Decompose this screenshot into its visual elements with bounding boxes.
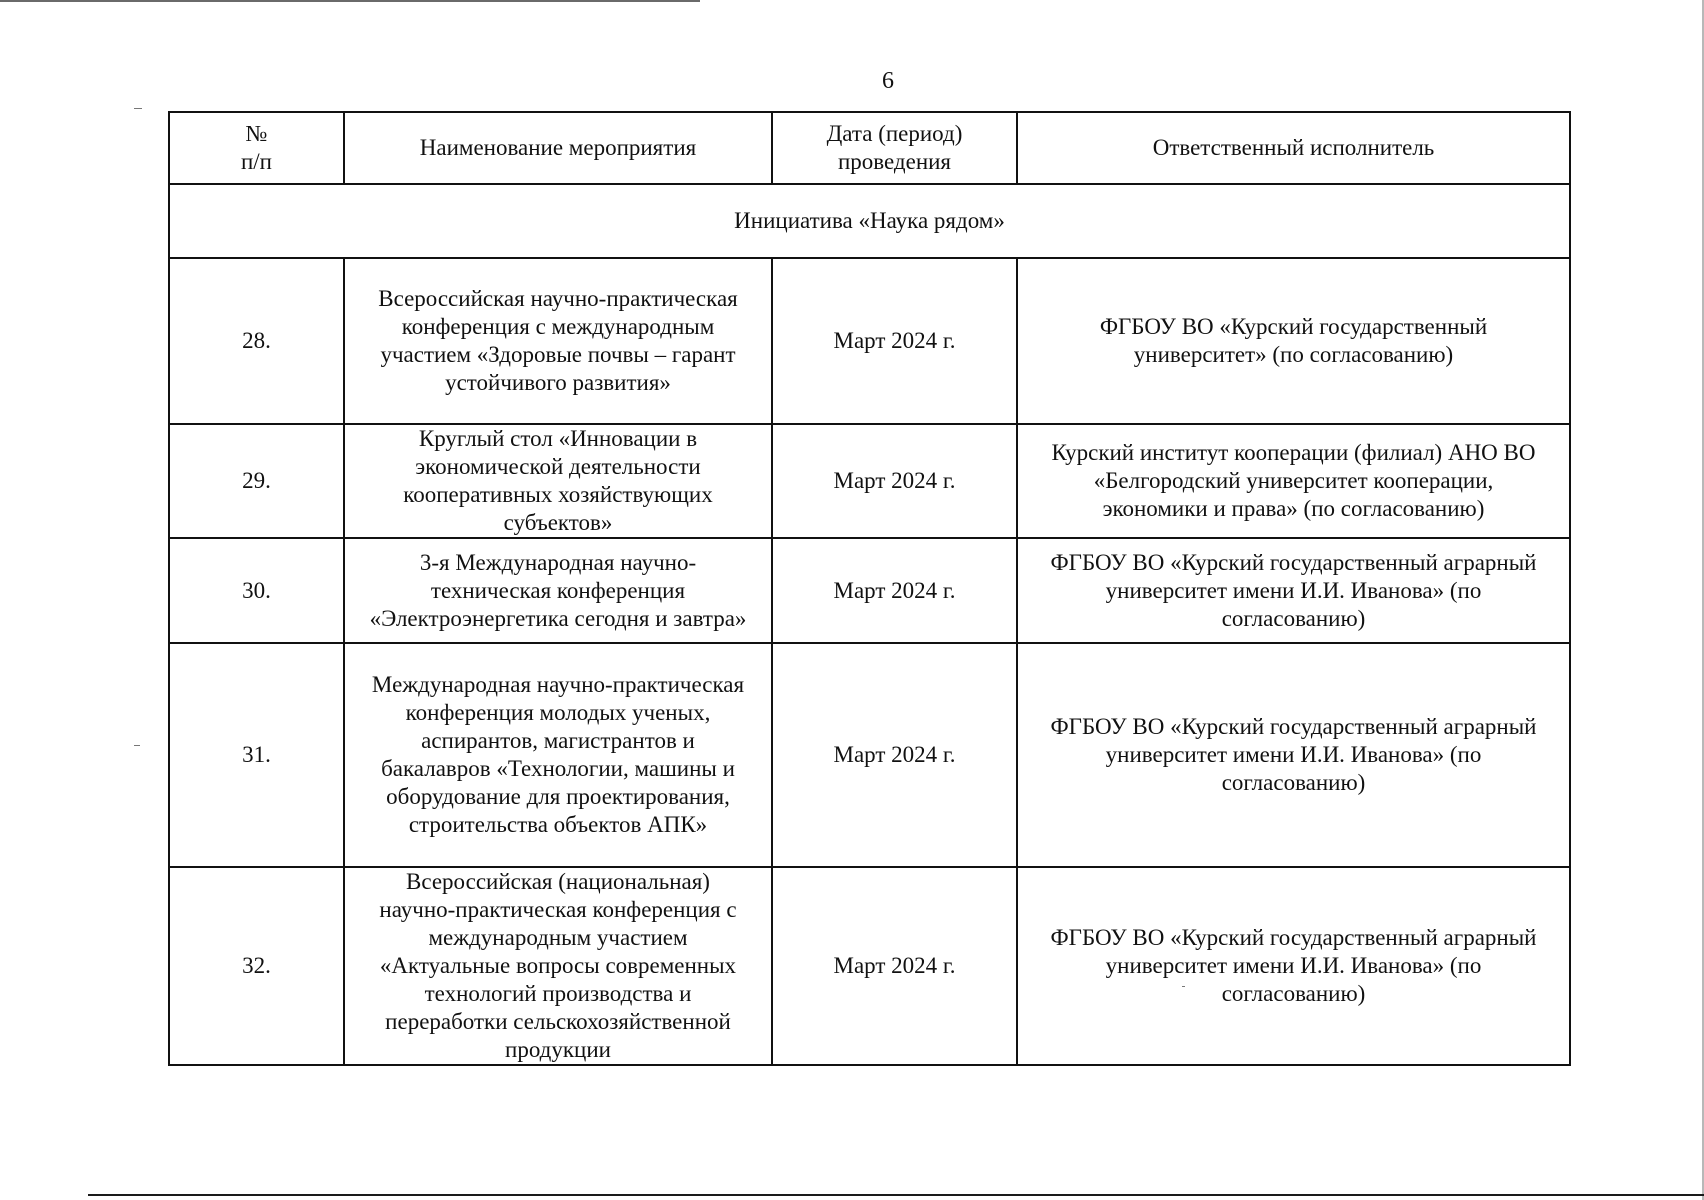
cell-responsible: ФГБОУ ВО «Курский государственный аграрный университет имени И.И. Иванова» (по согласованию) xyxy=(1017,867,1570,1065)
table-row xyxy=(169,538,1570,643)
table-row xyxy=(169,258,1570,424)
header-responsible: Ответственный исполнитель xyxy=(1017,112,1570,184)
cell-responsible: ФГБОУ ВО «Курский государственный университет» (по согласованию) xyxy=(1017,258,1570,424)
table-row xyxy=(169,643,1570,867)
cell-date: Март 2024 г. xyxy=(772,538,1017,643)
cell-responsible: ФГБОУ ВО «Курский государственный аграрный университет имени И.И. Иванова» (по согласованию) xyxy=(1017,643,1570,867)
section-title: Инициатива «Наука рядом» xyxy=(169,184,1570,258)
cell-responsible: Курский институт кооперации (филиал) АНО ВО «Белгородский университет кооперации, экономики и права» (по согласованию) xyxy=(1017,424,1570,538)
scan-speck xyxy=(134,108,142,109)
cell-event-name: Всероссийская научно-практическая конференция с международным участием «Здоровые почвы – гарант устойчивого развития» xyxy=(344,258,772,424)
header-name: Наименование мероприятия xyxy=(344,112,772,184)
scan-edge-bottom xyxy=(88,1194,1704,1196)
scan-speck xyxy=(134,745,140,746)
cell-date: Март 2024 г. xyxy=(772,643,1017,867)
table-header-row xyxy=(169,112,1570,184)
section-row xyxy=(169,184,1570,258)
table-row xyxy=(169,424,1570,538)
cell-num: 32. xyxy=(169,867,344,1065)
cell-responsible: ФГБОУ ВО «Курский государственный аграрный университет имени И.И. Иванова» (по согласованию) xyxy=(1017,538,1570,643)
page-number: 6 xyxy=(882,68,894,94)
cell-event-name: 3-я Международная научно- техническая конференция «Электроэнергетика сегодня и завтра» xyxy=(344,538,772,643)
cell-num: 30. xyxy=(169,538,344,643)
header-date: Дата (период) проведения xyxy=(772,112,1017,184)
cell-date: Март 2024 г. xyxy=(772,867,1017,1065)
events-table xyxy=(168,111,1571,1066)
scan-edge-top xyxy=(0,0,700,2)
cell-date: Март 2024 г. xyxy=(772,424,1017,538)
table-row xyxy=(169,867,1570,1065)
cell-event-name: Всероссийская (национальная) научно-практическая конференция с международным участием «Актуальные вопросы современных технологий производства и переработки сельскохозяйственной продукции xyxy=(344,867,772,1065)
cell-num: 31. xyxy=(169,643,344,867)
cell-event-name: Международная научно-практическая конференция молодых ученых, аспирантов, магистрантов и бакалавров «Технологии, машины и оборудование для проектирования, строительства объектов АПК» xyxy=(344,643,772,867)
cell-date: Март 2024 г. xyxy=(772,258,1017,424)
cell-num: 28. xyxy=(169,258,344,424)
cell-num: 29. xyxy=(169,424,344,538)
header-num: № п/п xyxy=(169,112,344,184)
cell-event-name: Круглый стол «Инновации в экономической деятельности кооперативных хозяйствующих субъектов» xyxy=(344,424,772,538)
